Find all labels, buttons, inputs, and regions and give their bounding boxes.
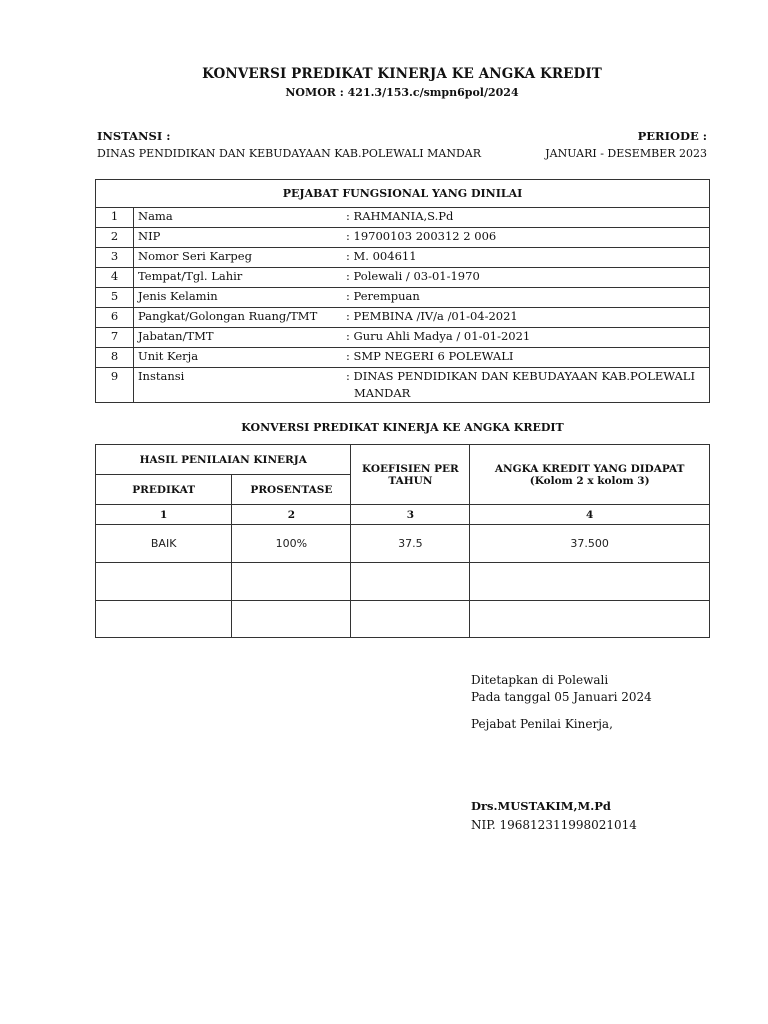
cell-predikat [96,601,232,638]
row-number: 6 [96,308,134,328]
row-number: 7 [96,328,134,348]
row-value: : Perempuan [342,288,710,308]
row-value: : SMP NEGERI 6 POLEWALI [342,348,710,368]
row-value: : 19700103 200312 2 006 [342,228,710,248]
col-hasil-header: HASIL PENILAIAN KINERJA [96,445,351,475]
row-value: : Guru Ahli Madya / 01-01-2021 [342,328,710,348]
instansi-value: DINAS PENDIDIKAN DAN KEBUDAYAAN KAB.POLEWALI MANDAR [97,147,481,160]
row-value: : PEMBINA /IV/a /01-04-2021 [342,308,710,328]
table-row [96,228,710,248]
row-value: : Polewali / 03-01-1970 [342,268,710,288]
col-koefisien-header [351,445,470,505]
row-label: Jabatan/TMT [134,328,343,348]
row-label: Jenis Kelamin [134,288,343,308]
signature-name: Drs.MUSTAKIM,M.Pd [471,799,611,813]
table-row [96,601,710,638]
table-row [96,368,710,403]
row-label: Pangkat/Golongan Ruang/TMT [134,308,343,328]
signature-place: Ditetapkan di Polewali [471,673,609,687]
row-value-line1: : DINAS PENDIDIKAN DAN KEBUDAYAAN KAB.POLEWALI [346,369,695,383]
col-angka-line1: ANGKA KREDIT YANG DIDAPAT [494,462,685,475]
table-row [96,328,710,348]
table-row [96,208,710,228]
row-number: 2 [96,228,134,248]
row-number: 1 [96,208,134,228]
col-number: 3 [351,505,470,525]
periode-value: JANUARI - DESEMBER 2023 [545,147,707,160]
row-value-line2: MANDAR [354,386,411,400]
row-label: Nomor Seri Karpeg [134,248,343,268]
row-number: 9 [96,368,134,403]
col-predikat-header: PREDIKAT [96,475,232,505]
col-number: 1 [96,505,232,525]
table-row [96,268,710,288]
document-title: KONVERSI PREDIKAT KINERJA KE ANGKA KREDIT [202,66,602,82]
col-number: 4 [470,505,710,525]
row-value [342,368,710,403]
col-koefisien-line2: TAHUN [388,474,433,487]
row-value: : M. 004611 [342,248,710,268]
table-row [96,348,710,368]
cell-koefisien: 37.5 [351,525,470,563]
cell-prosentase [232,563,351,601]
cell-predikat: BAIK [96,525,232,563]
row-label: Nama [134,208,343,228]
table-row [96,525,710,563]
col-koefisien-line1: KOEFISIEN PER [362,462,459,475]
signature-nip: NIP. 196812311998021014 [471,818,637,832]
cell-prosentase [232,601,351,638]
row-label: Tempat/Tgl. Lahir [134,268,343,288]
signature-role: Pejabat Penilai Kinerja, [471,717,613,731]
row-number: 5 [96,288,134,308]
cell-koefisien [351,601,470,638]
row-number: 8 [96,348,134,368]
col-angka-header [470,445,710,505]
row-label: Unit Kerja [134,348,343,368]
pejabat-heading: PEJABAT FUNGSIONAL YANG DINILAI [96,180,710,208]
cell-prosentase: 100% [232,525,351,563]
cell-predikat [96,563,232,601]
col-angka-line2: (Kolom 2 x kolom 3) [529,474,650,487]
col-number: 2 [232,505,351,525]
row-number: 4 [96,268,134,288]
document-number: NOMOR : 421.3/153.c/smpn6pol/2024 [285,86,519,99]
col-prosentase-header: PROSENTASE [232,475,351,505]
konversi-table [95,444,710,638]
periode-label: PERIODE : [637,129,707,143]
row-value: : RAHMANIA,S.Pd [342,208,710,228]
instansi-label: INSTANSI : [97,129,171,143]
row-number: 3 [96,248,134,268]
row-label: NIP [134,228,343,248]
cell-angka [470,563,710,601]
pejabat-table [95,179,710,403]
signature-date: Pada tanggal 05 Januari 2024 [471,690,652,704]
konversi-heading: KONVERSI PREDIKAT KINERJA KE ANGKA KREDIT [241,421,564,434]
cell-koefisien [351,563,470,601]
table-row [96,288,710,308]
cell-angka: 37.500 [470,525,710,563]
row-label: Instansi [134,368,343,403]
cell-angka [470,601,710,638]
table-row [96,563,710,601]
table-row [96,248,710,268]
table-row [96,308,710,328]
